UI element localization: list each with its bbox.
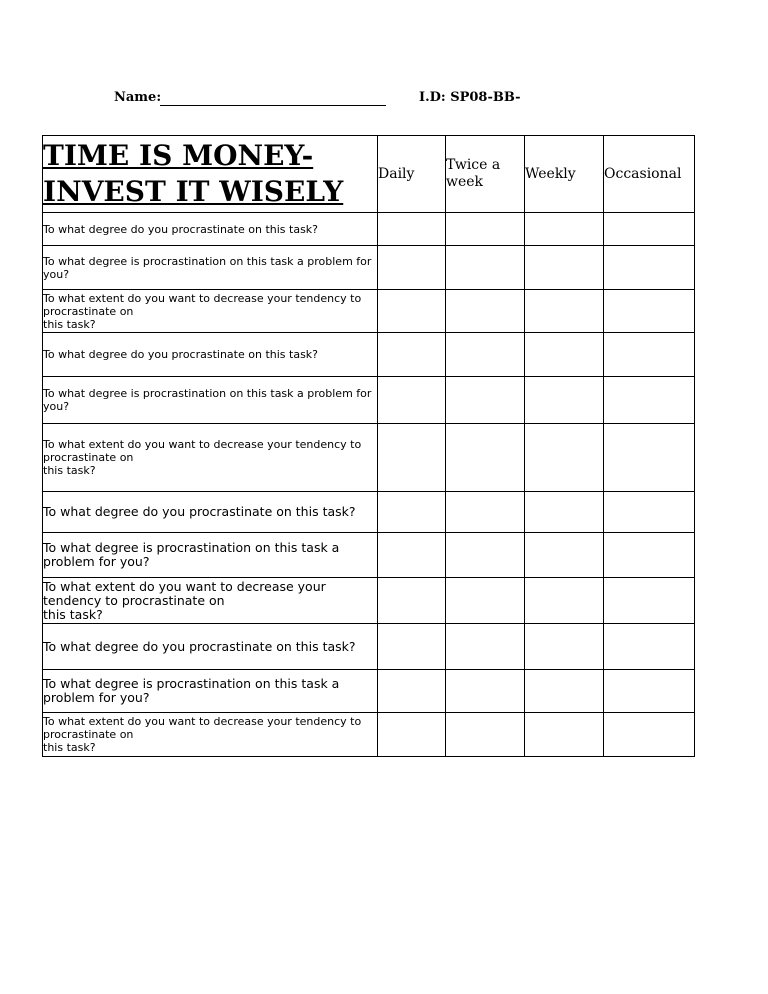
checkbox-weekly[interactable] [525, 290, 604, 333]
checkbox-occasional[interactable] [604, 377, 695, 424]
checkbox-twice-a-week[interactable] [446, 533, 525, 578]
checkbox-daily[interactable] [378, 246, 446, 290]
table-row [43, 213, 695, 246]
checkbox-twice-a-week[interactable] [446, 213, 525, 246]
checkbox-daily[interactable] [378, 578, 446, 624]
checkbox-weekly[interactable] [525, 533, 604, 578]
checkbox-weekly[interactable] [525, 424, 604, 492]
checkbox-occasional[interactable] [604, 333, 695, 377]
checkbox-weekly[interactable] [525, 246, 604, 290]
name-label: Name: [114, 90, 162, 105]
checkbox-occasional[interactable] [604, 533, 695, 578]
column-header-twice-a-week: Twice a week [446, 136, 525, 213]
table-row [43, 624, 695, 670]
checkbox-occasional[interactable] [604, 213, 695, 246]
question-text: To what degree do you procrastinate on this task? [43, 333, 378, 377]
question-text: To what extent do you want to decrease your tendency to procrastinate on this task? [43, 713, 378, 757]
question-text: To what degree do you procrastinate on this task? [43, 213, 378, 246]
table-row [43, 670, 695, 713]
table-header-row [43, 136, 695, 213]
table-row [43, 377, 695, 424]
column-header-weekly: Weekly [525, 136, 604, 213]
question-text: To what degree is procrastination on this task a problem for you? [43, 533, 378, 578]
checkbox-weekly[interactable] [525, 213, 604, 246]
checkbox-weekly[interactable] [525, 713, 604, 757]
checkbox-occasional[interactable] [604, 578, 695, 624]
checkbox-occasional[interactable] [604, 290, 695, 333]
checkbox-weekly[interactable] [525, 670, 604, 713]
checkbox-twice-a-week[interactable] [446, 377, 525, 424]
checkbox-weekly[interactable] [525, 333, 604, 377]
checkbox-occasional[interactable] [604, 713, 695, 757]
checkbox-twice-a-week[interactable] [446, 713, 525, 757]
checkbox-daily[interactable] [378, 377, 446, 424]
question-text: To what extent do you want to decrease your tendency to procrastinate on this task? [43, 424, 378, 492]
question-text: To what degree is procrastination on this task a problem for you? [43, 377, 378, 424]
checkbox-twice-a-week[interactable] [446, 424, 525, 492]
column-header-occasional: Occasional [604, 136, 695, 213]
checkbox-twice-a-week[interactable] [446, 333, 525, 377]
question-text: To what extent do you want to decrease your tendency to procrastinate on this task? [43, 578, 378, 624]
question-text: To what degree is procrastination on this task a problem for you? [43, 670, 378, 713]
checkbox-daily[interactable] [378, 533, 446, 578]
table-title: TIME IS MONEY- INVEST IT WISELY [43, 136, 378, 213]
column-header-daily: Daily [378, 136, 446, 213]
checkbox-occasional[interactable] [604, 424, 695, 492]
question-text: To what degree do you procrastinate on this task? [43, 624, 378, 670]
question-text: To what extent do you want to decrease your tendency to procrastinate on this task? [43, 290, 378, 333]
checkbox-twice-a-week[interactable] [446, 246, 525, 290]
checkbox-daily[interactable] [378, 213, 446, 246]
checkbox-daily[interactable] [378, 670, 446, 713]
checkbox-occasional[interactable] [604, 246, 695, 290]
checkbox-daily[interactable] [378, 624, 446, 670]
table-row [43, 246, 695, 290]
table-row [43, 713, 695, 757]
table-row [43, 578, 695, 624]
checkbox-occasional[interactable] [604, 624, 695, 670]
checkbox-twice-a-week[interactable] [446, 670, 525, 713]
table-row [43, 290, 695, 333]
checkbox-weekly[interactable] [525, 377, 604, 424]
checkbox-weekly[interactable] [525, 624, 604, 670]
checkbox-daily[interactable] [378, 713, 446, 757]
checkbox-occasional[interactable] [604, 670, 695, 713]
table-row [43, 492, 695, 533]
table-row [43, 333, 695, 377]
checkbox-twice-a-week[interactable] [446, 578, 525, 624]
checkbox-weekly[interactable] [525, 578, 604, 624]
question-text: To what degree is procrastination on this task a problem for you? [43, 246, 378, 290]
checkbox-twice-a-week[interactable] [446, 492, 525, 533]
checkbox-twice-a-week[interactable] [446, 624, 525, 670]
name-blank-line[interactable] [160, 105, 386, 106]
id-label: I.D: SP08-BB- [419, 90, 521, 105]
checkbox-twice-a-week[interactable] [446, 290, 525, 333]
checkbox-daily[interactable] [378, 333, 446, 377]
checkbox-daily[interactable] [378, 424, 446, 492]
checkbox-occasional[interactable] [604, 492, 695, 533]
table-row [43, 533, 695, 578]
checkbox-daily[interactable] [378, 492, 446, 533]
checkbox-daily[interactable] [378, 290, 446, 333]
question-text: To what degree do you procrastinate on this task? [43, 492, 378, 533]
procrastination-survey-table [42, 135, 695, 757]
checkbox-weekly[interactable] [525, 492, 604, 533]
table-row [43, 424, 695, 492]
